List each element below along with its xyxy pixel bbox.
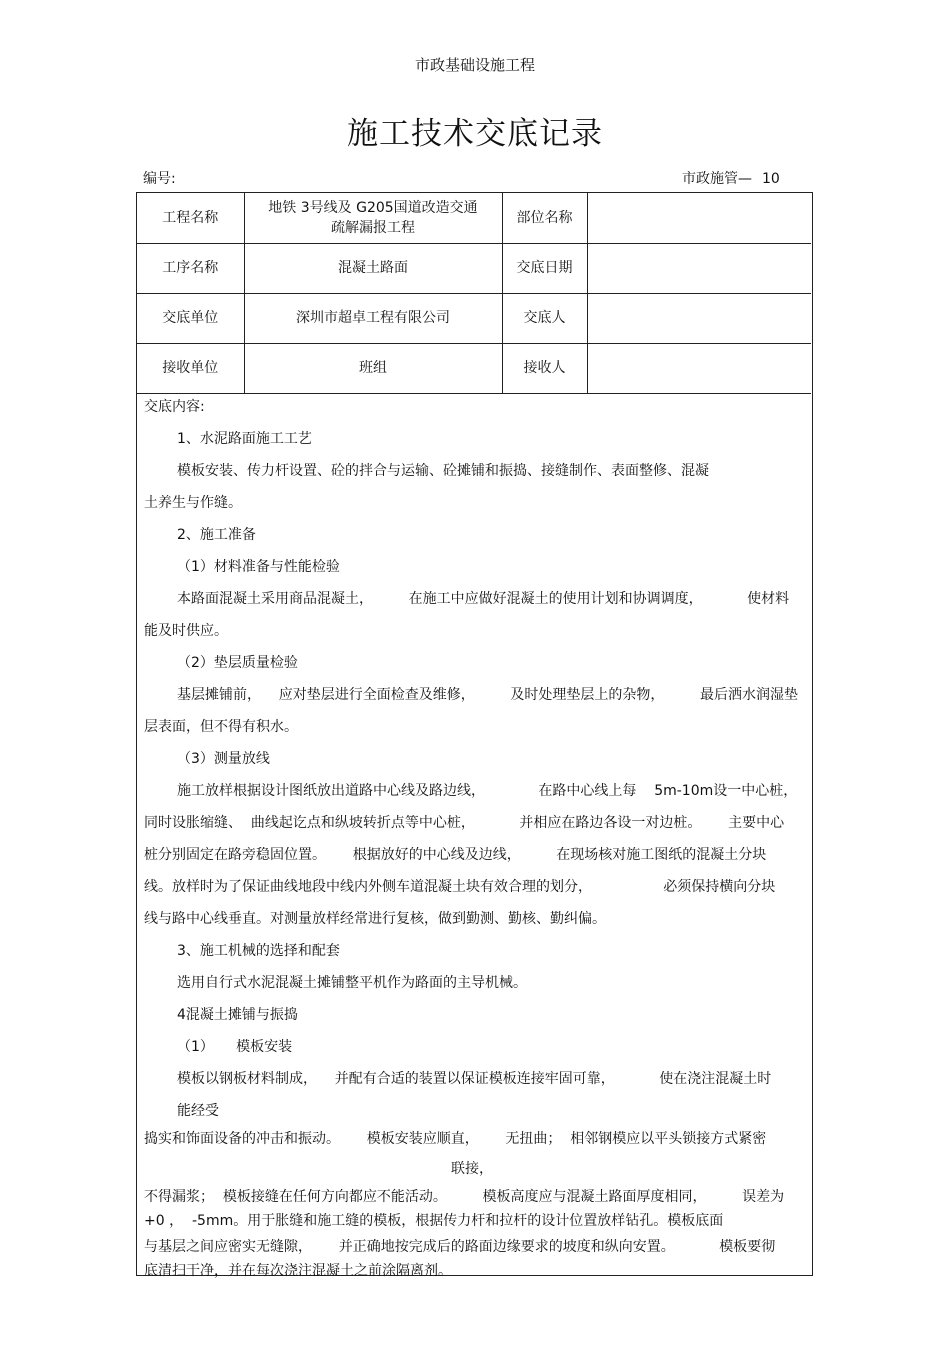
- content-line: 模板安装、传力杆设置、砼的拌合与运输、砼摊铺和振捣、接缝制作、表面整修、混凝: [177, 462, 709, 479]
- label-handover-date: 交底日期: [502, 243, 587, 293]
- value-project-name-line2: 疏解漏报工程: [331, 219, 415, 236]
- content-line: 模板以钢板材料制成， 并配有合适的装置以保证模板连接牢固可靠， 使在浇注混凝土时: [177, 1070, 772, 1087]
- form-code: [682, 168, 780, 188]
- label-part-name: 部位名称: [502, 193, 587, 243]
- content-line: 线与路中心线垂直。对测量放样经常进行复核，做到勤测、勤核、勤纠偏。: [144, 910, 606, 927]
- content-line: 底清扫干净，并在每次浇注混凝土之前涂隔离剂。: [144, 1262, 452, 1279]
- content-line: 3、施工机械的选择和配套: [177, 942, 340, 959]
- form-code-number: 10: [762, 171, 780, 187]
- value-handover-date: [587, 243, 811, 293]
- document-title: 施工技术交底记录: [347, 116, 603, 152]
- content-line: 选用自行式水泥混凝土摊铺整平机作为路面的主导机械。: [177, 974, 527, 991]
- content-line: 同时设胀缩缝、 曲线起讫点和纵坡转折点等中心桩， 并相应在路边各设一对边桩。 主要中心: [144, 814, 785, 831]
- content-line: 1、水泥路面施工工艺: [177, 430, 312, 447]
- info-table: [137, 193, 811, 394]
- value-part-name: [587, 193, 811, 243]
- form-code-text: 市政施管—: [682, 171, 752, 187]
- value-receiving-unit: 班组: [244, 343, 502, 393]
- number-label: 编号:: [143, 171, 176, 187]
- content-line: （1）材料准备与性能检验: [177, 558, 340, 575]
- label-process-name: 工序名称: [137, 243, 244, 293]
- content-line: 能经受: [177, 1102, 219, 1119]
- content-line: 4混凝土摊铺与振捣: [177, 1006, 298, 1023]
- content-line: 施工放样根据设计图纸放出道路中心线及路边线， 在路中心线上每 5m-10m设一中心桩，: [177, 782, 798, 799]
- content-line: 捣实和饰面设备的冲击和振动。 模板安装应顺直， 无扭曲； 相邻钢模应以平头锁接方式紧密: [144, 1130, 767, 1147]
- row-process: [137, 243, 811, 293]
- value-process-name: 混凝土路面: [244, 243, 502, 293]
- value-project-name-line1: 地铁 3号线及 G205国道改造交通: [268, 199, 478, 216]
- content-line: 能及时供应。: [144, 622, 228, 639]
- content-line: 不得漏浆； 模板接缝在任何方向都应不能活动。 模板高度应与混凝土路面厚度相同， 误差为: [144, 1188, 785, 1205]
- page-header: 市政基础设施工程: [414, 56, 535, 74]
- value-project-name: [244, 193, 502, 243]
- row-handover-unit: [137, 293, 811, 343]
- label-handover-unit: 交底单位: [137, 293, 244, 343]
- content-line: 线。放样时为了保证曲线地段中线内外侧车道混凝土块有效合理的划分， 必须保持横向分块: [144, 878, 776, 895]
- value-receiver: [587, 343, 811, 393]
- content-line: +0 ， -5mm。用于胀缝和施工缝的模板，根据传力杆和拉杆的设计位置放样钻孔。模板底面: [144, 1212, 724, 1229]
- content-line: 基层摊铺前， 应对垫层进行全面检查及维修， 及时处理垫层上的杂物， 最后洒水润湿垫: [177, 686, 799, 703]
- content-line: 2、施工准备: [177, 526, 256, 543]
- value-handover-unit: 深圳市超卓工程有限公司: [244, 293, 502, 343]
- label-project-name: 工程名称: [137, 193, 244, 243]
- row-project: [137, 193, 811, 243]
- content-line: （2）垫层质量检验: [177, 654, 298, 671]
- label-receiving-unit: 接收单位: [137, 343, 244, 393]
- content-line: 桩分别固定在路旁稳固位置。 根据放好的中心线及边线， 在现场核对施工图纸的混凝土分块: [144, 846, 767, 863]
- content-line: （3）测量放线: [177, 750, 270, 767]
- content-line: 与基层之间应密实无缝隙， 并正确地按完成后的路面边缘要求的坡度和纵向安置。 模板要彻: [144, 1238, 776, 1255]
- label-handover-person: 交底人: [502, 293, 587, 343]
- content-heading: 交底内容:: [144, 398, 205, 415]
- content-line: （1） 模板安装: [177, 1038, 293, 1055]
- content-line: 层表面，但不得有积水。: [144, 718, 298, 735]
- row-receiving-unit: [137, 343, 811, 393]
- content-line: 土养生与作缝。: [144, 494, 242, 511]
- label-receiver: 接收人: [502, 343, 587, 393]
- content-line: 联接，: [451, 1160, 493, 1177]
- value-handover-person: [587, 293, 811, 343]
- record-form: [136, 192, 813, 1279]
- content-line: 本路面混凝土采用商品混凝土， 在施工中应做好混凝土的使用计划和协调调度， 使材料: [177, 590, 790, 607]
